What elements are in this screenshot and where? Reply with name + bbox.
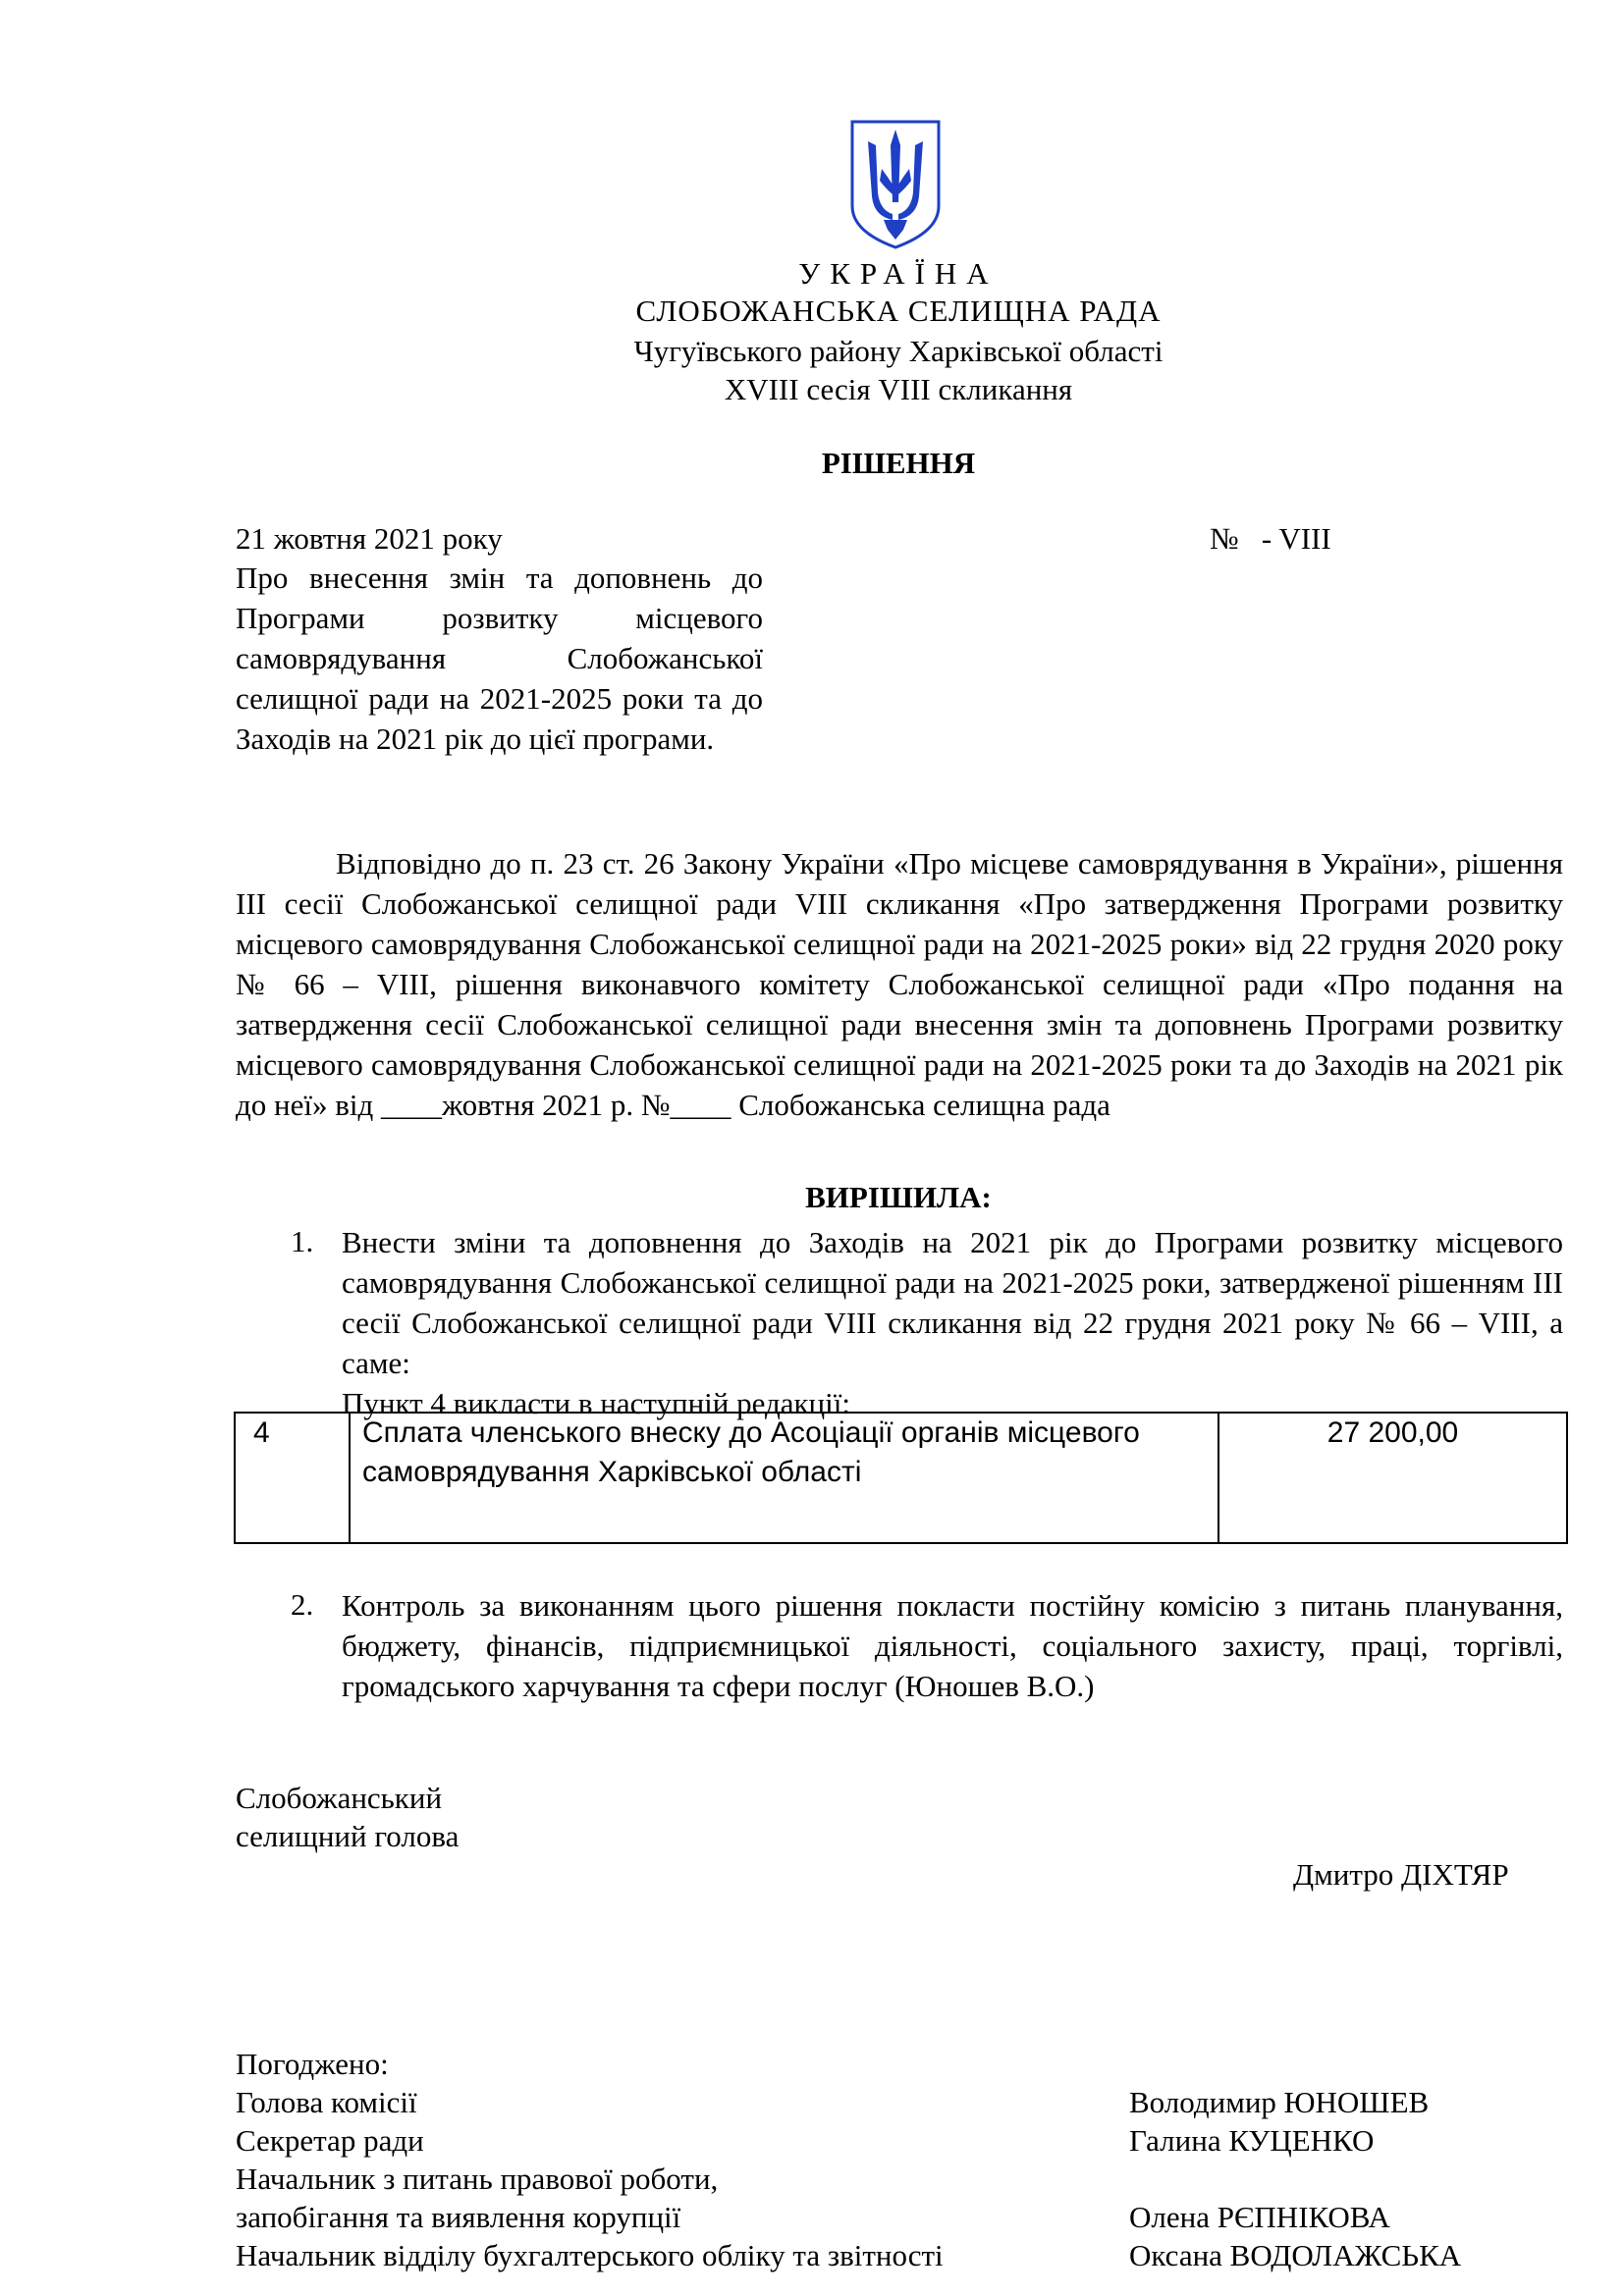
approval-role: Начальник з питань правової роботи, (236, 2162, 719, 2196)
approval-role: запобігання та виявлення корупції (236, 2200, 681, 2234)
table-cell-amount: 27 200,00 (1218, 1413, 1567, 1543)
district-name: Чугуївського району Харківської області (633, 334, 1164, 368)
document-type: РІШЕННЯ (821, 446, 976, 480)
document-date: 21 жовтня 2021 року (236, 521, 503, 556)
approval-role: Начальник відділу бухгалтерського обліку та звітності (236, 2238, 944, 2272)
approval-name: Оксана ВОДОЛАЖСЬКА (1129, 2238, 1462, 2272)
signatory-title-line: Слобожанський (236, 1781, 443, 1815)
decision-item-2: Контроль за виконанням цього рішення покласти постійну комісію з питань планування, бюджету, фінансів, підприємницької діяльності, соціального захисту, праці, торгівлі, громадського харчування та сфери послуг (Юношев В.О.) (342, 1588, 1563, 1703)
signatory-name: Дмитро ДІХТЯР (1293, 1857, 1509, 1892)
session-info: XVIII сесія VIII скликання (724, 372, 1073, 406)
document-subject: Про внесення змін та доповнень до Програми розвитку місцевого самоврядування Слобожанської селищної ради на 2021-2025 роки та до Заходів на 2021 рік до цієї програми. (236, 561, 763, 756)
document-number: № - VIII (1210, 521, 1331, 556)
approval-name: Олена РЄПНІКОВА (1129, 2200, 1390, 2234)
table-cell-number: 4 (235, 1413, 350, 1543)
coat-of-arms-icon (846, 116, 945, 253)
decision-heading: ВИРІШИЛА: (805, 1180, 992, 1214)
decision-item-text: Внести зміни та доповнення до Заходів на 2021 рік до Програми розвитку місцевого самоврядування Слобожанської селищної ради на 2021-2025 роки, затвердженої рішенням III сесії Слобожанської селищної ради VIII скликання від 22 грудня 2021 року № 66 – VIII, а саме: (342, 1225, 1563, 1380)
measures-table (234, 1412, 1568, 1544)
signatory-title-line: селищний голова (236, 1819, 460, 1853)
approval-name: Галина КУЦЕНКО (1129, 2123, 1375, 2158)
item-number: 1. (291, 1224, 314, 1258)
table-cell-description: Сплата членського внеску до Асоціації органів місцевого самоврядування Харківської області (350, 1413, 1218, 1543)
approval-name: Володимир ЮНОШЕВ (1129, 2085, 1430, 2119)
approval-role: Секретар ради (236, 2123, 424, 2158)
preamble-paragraph (236, 843, 1563, 1125)
signatory-title (236, 1779, 459, 1855)
table-row (235, 1413, 1567, 1543)
decision-item-1 (342, 1222, 1563, 1423)
decision-item-subtext: Пункт 4 викласти в наступній редакції: (342, 1386, 850, 1420)
preamble-text: Відповідно до п. 23 ст. 26 Закону України «Про місцеве самоврядування в України», рішення III сесії Слобожанської селищної ради VIII скликання «Про затвердження Програми розвитку місцевого самоврядування Слобожанської селищної ради на 2021-2025 роки» від 22 грудня 2020 року № 66 – VIII, рішення виконавчого комітету Слобожанської селищної ради «Про подання на затвердження сесії Слобожанської селищної ради внесення змін та доповнень Програми розвитку місцевого самоврядування Слобожанської селищної ради на 2021-2025 роки та до Заходів на 2021 рік до неї» від ____жовтня 2021 р. №____ Слобожанська селищна рада (236, 846, 1563, 1122)
country-name: УКРАЇНА (798, 256, 999, 291)
approvals-heading: Погоджено: (236, 2047, 389, 2081)
council-name: СЛОБОЖАНСЬКА СЕЛИЩНА РАДА (635, 294, 1162, 328)
approval-role: Голова комісії (236, 2085, 417, 2119)
item-number: 2. (291, 1587, 314, 1622)
